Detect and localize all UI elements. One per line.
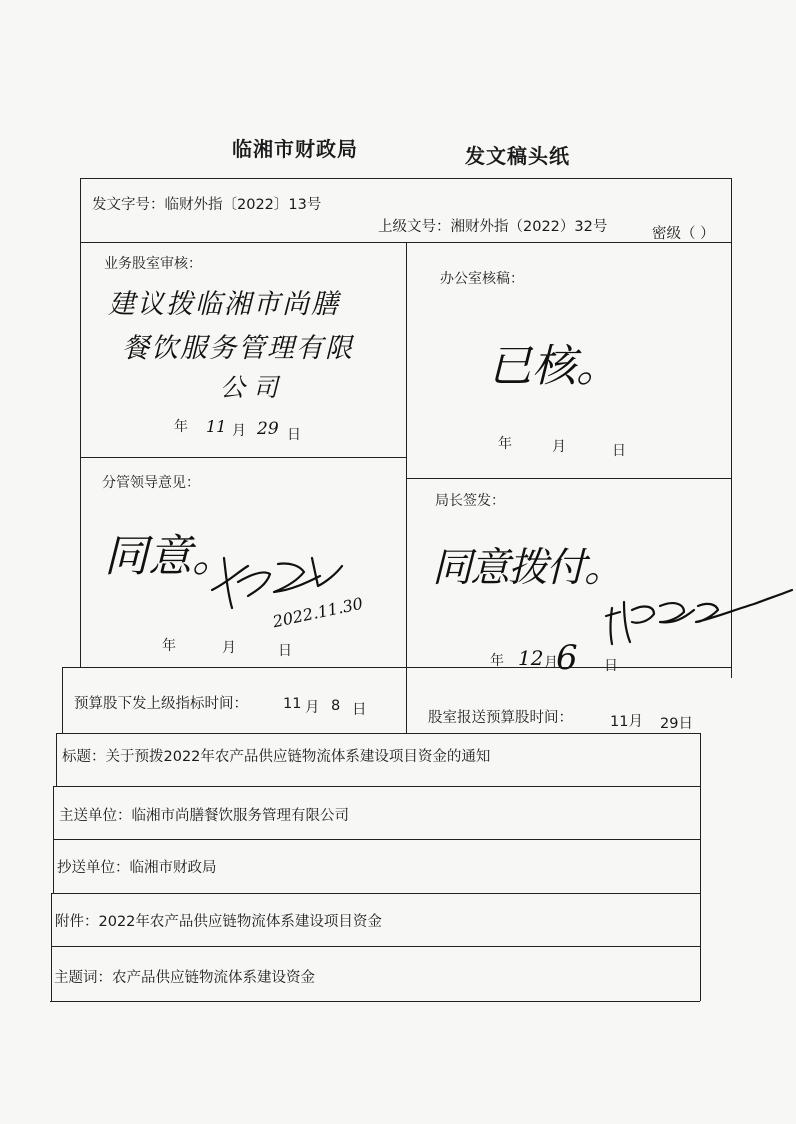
date-year: 年 <box>498 436 512 452</box>
director-signature <box>604 588 794 648</box>
leader-handwriting-date: 2022.11.30 <box>271 593 365 632</box>
row-divider <box>53 839 700 840</box>
director-sign-label: 局长签发： <box>435 493 505 509</box>
office-review-handwriting: 已核。 <box>488 341 620 392</box>
row-divider <box>51 946 700 947</box>
date-day: 日 <box>287 427 301 443</box>
secret-level: 密级（ ） <box>652 226 715 242</box>
table-border-top <box>80 178 732 179</box>
table-border-left <box>53 786 54 893</box>
row-divider <box>52 893 700 894</box>
dept-send-month: 11月 <box>610 714 643 730</box>
date-day: 日 <box>278 643 292 659</box>
date-year: 年 <box>174 419 188 435</box>
budget-issue-label: 预算股下发上级指标时间： <box>74 696 248 712</box>
form-title: 发文稿头纸 <box>465 144 570 168</box>
date-day-value: 6 <box>556 638 578 678</box>
leader-opinion-label: 分管领导意见： <box>102 475 200 491</box>
row-divider <box>62 667 732 668</box>
doc-number: 发文字号：临财外指〔2022〕13号 <box>92 197 322 213</box>
date-day-value: 29 <box>257 419 279 439</box>
row-divider <box>406 478 732 479</box>
table-border-left <box>56 733 57 786</box>
row-divider <box>50 1001 700 1002</box>
leader-opinion-handwriting: 同意。 <box>104 531 236 582</box>
column-divider <box>406 242 407 733</box>
date-month-value: 11 <box>206 417 227 436</box>
table-border-left <box>80 178 81 668</box>
director-sign-handwriting: 同意拨付。 <box>432 545 622 591</box>
office-review-label: 办公室核稿： <box>440 271 524 287</box>
budget-issue-month: 11 <box>283 696 302 712</box>
business-review-handwriting: 建议拨临湘市尚膳 <box>108 289 340 320</box>
attachment: 附件：2022年农产品供应链物流体系建设项目资金 <box>55 914 382 930</box>
budget-issue-day-unit: 日 <box>352 702 367 718</box>
date-month: 月 <box>552 439 566 455</box>
row-divider <box>80 457 406 458</box>
date-year: 年 <box>490 653 504 669</box>
business-review-label: 业务股室审核： <box>104 256 202 272</box>
budget-issue-month-unit: 月 <box>305 700 320 716</box>
table-border-right <box>700 733 701 1001</box>
main-recipient: 主送单位：临湘市尚膳餐饮服务管理有限公司 <box>59 808 349 824</box>
table-border-left <box>62 667 63 733</box>
keywords: 主题词：农产品供应链物流体系建设资金 <box>54 970 315 986</box>
row-divider <box>54 786 700 787</box>
date-month-value: 12 <box>518 646 544 670</box>
date-day: 日 <box>612 443 626 459</box>
business-review-handwriting: 公司 <box>220 373 287 402</box>
row-divider <box>56 733 700 734</box>
dept-send-day: 29日 <box>660 716 693 732</box>
budget-issue-day: 8 <box>331 698 341 714</box>
parent-doc-number: 上级文号：湘财外指（2022）32号 <box>378 219 608 235</box>
date-month: 月 <box>232 423 246 439</box>
org-title: 临湘市财政局 <box>232 137 358 161</box>
cc-recipient: 抄送单位：临湘市财政局 <box>57 860 217 876</box>
document-subject: 标题：关于预拨2022年农产品供应链物流体系建设项目资金的通知 <box>62 749 491 765</box>
business-review-handwriting: 餐饮服务管理有限 <box>122 333 354 364</box>
date-month: 月 <box>544 655 558 671</box>
date-month: 月 <box>222 640 236 656</box>
date-year: 年 <box>162 638 176 654</box>
dept-send-label: 股室报送预算股时间： <box>428 710 573 726</box>
table-border-left <box>51 893 52 1001</box>
date-day: 日 <box>604 658 618 674</box>
